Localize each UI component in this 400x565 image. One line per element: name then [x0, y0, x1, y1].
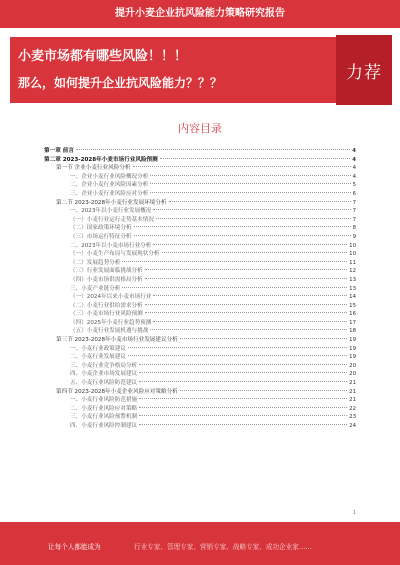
toc-entry[interactable]	[44, 379, 356, 388]
toc-entry-text: 三、小麦行业风险预警机制	[70, 414, 138, 421]
toc-entry-page: 7	[352, 199, 356, 206]
toc-entry[interactable]	[44, 319, 356, 328]
toc-entry-text: 第四节 2023-2028年小麦企业风险应对策略分析	[56, 388, 178, 395]
toc-entry[interactable]	[44, 293, 356, 302]
toc-entry[interactable]	[44, 199, 356, 208]
toc-leader-dots	[153, 295, 347, 296]
toc-entry[interactable]	[44, 216, 356, 225]
toc-entry-page: 12	[349, 268, 356, 275]
toc-entry-text: （二）小麦行业供给需求分析	[70, 302, 143, 309]
toc-leader-dots	[133, 166, 351, 167]
toc-entry-text: 二、2023年以小麦市场行业分析	[70, 242, 152, 249]
recommend-stamp	[336, 35, 392, 105]
toc-leader-dots	[145, 304, 347, 305]
toc-leader-dots	[134, 235, 351, 236]
toc-leader-dots	[150, 183, 350, 184]
toc-entry-page: 14	[349, 294, 356, 301]
toc-entry-text: （五）小麦行业发展机遇与挑战	[70, 328, 149, 335]
toc-entry-page: 16	[349, 311, 356, 318]
toc-entry-page: 4	[352, 148, 356, 154]
toc-leader-dots	[122, 287, 347, 288]
toc-entry[interactable]	[44, 242, 356, 251]
toc-entry-text: 第二章 2023-2028年小麦市场行业风险预测	[44, 156, 158, 163]
toc-entry-text: 二、小麦行业发展建议	[70, 354, 126, 361]
toc-leader-dots	[150, 329, 347, 330]
toc-leader-dots	[150, 175, 350, 176]
toc-leader-dots	[122, 261, 347, 262]
toc-entry-text: （三）小麦市场行业风险预测	[70, 311, 143, 318]
toc-leader-dots	[153, 209, 350, 210]
toc-entry-text: 第一节 企业小麦行业风险分析	[56, 165, 131, 172]
toc-entry[interactable]	[44, 327, 356, 336]
toc-entry-page: 20	[349, 371, 356, 378]
toc-leader-dots	[139, 415, 347, 416]
toc-entry-page: 7	[352, 216, 356, 223]
toc-entry-text: （一）小麦生产布局与发展现状分析	[70, 251, 160, 258]
toc-entry[interactable]	[44, 156, 356, 165]
footer-roles: 行业专家、管理专家、营销专家、战略专家、成功企业家……	[134, 543, 313, 551]
toc-entry[interactable]	[44, 413, 356, 422]
toc-entry-text: 五、小麦行业风险防范建议	[70, 380, 138, 387]
toc-entry-page: 7	[352, 208, 356, 215]
toc-entry[interactable]	[44, 370, 356, 379]
toc-entry-text: 三、小麦行业竞争格局分析	[70, 362, 138, 369]
toc-entry-page: 18	[349, 328, 356, 335]
toc-entry[interactable]	[44, 250, 356, 259]
toc-leader-dots	[150, 192, 350, 193]
toc-entry-page: 6	[352, 190, 356, 197]
toc-leader-dots	[180, 338, 347, 339]
toc-leader-dots	[139, 364, 347, 365]
toc-leader-dots	[128, 355, 347, 356]
toc-leader-dots	[180, 390, 347, 391]
toc-leader-dots	[76, 149, 350, 150]
toc-entry[interactable]	[44, 164, 356, 173]
toc-entry-text: 一、小麦行业政策建议	[70, 345, 126, 352]
toc-leader-dots	[139, 381, 347, 382]
toc-entry-page: 8	[352, 225, 356, 232]
report-title: 提升小麦企业抗风险能力策略研究报告	[115, 8, 285, 19]
toc-entry[interactable]	[44, 147, 356, 156]
toc-entry-text: （一）小麦行业运行走势基本情况	[70, 216, 154, 223]
hero-line-1: 小麦市场都有哪些风险！！！	[18, 49, 188, 64]
toc-leader-dots	[145, 278, 347, 279]
toc-entry-text: （二）国家政策环境分析	[70, 225, 132, 232]
toc-entry[interactable]	[44, 224, 356, 233]
table-of-contents	[44, 147, 356, 431]
toc-entry-page: 22	[349, 405, 356, 412]
toc-entry-page: 10	[349, 242, 356, 249]
toc-entry[interactable]	[44, 190, 356, 199]
toc-entry-page: 10	[349, 251, 356, 258]
toc-entry-text: （二）发展趋势分析	[70, 259, 121, 266]
toc-entry[interactable]	[44, 181, 356, 190]
toc-entry-page: 17	[349, 319, 356, 326]
toc-entry[interactable]	[44, 259, 356, 268]
toc-entry[interactable]	[44, 422, 356, 431]
toc-entry-text: 一、小麦行业风险防范措施	[70, 397, 138, 404]
toc-entry-text: 第三节 2023-2028年小麦市场行业发展建议分析	[56, 337, 178, 344]
page-number: 1	[352, 510, 356, 516]
toc-leader-dots	[153, 321, 347, 322]
toc-entry-page: 24	[349, 423, 356, 429]
toc-leader-dots	[145, 312, 347, 313]
toc-entry[interactable]	[44, 396, 356, 405]
toc-title: 内容目录	[178, 122, 222, 135]
toc-leader-dots	[139, 398, 347, 399]
toc-entry-page: 13	[349, 285, 356, 292]
toc-leader-dots	[145, 269, 347, 270]
toc-entry[interactable]	[44, 405, 356, 414]
toc-entry-page: 21	[349, 380, 356, 387]
toc-entry[interactable]	[44, 276, 356, 285]
toc-entry-page: 4	[352, 156, 356, 163]
toc-entry[interactable]	[44, 285, 356, 294]
hero-line-2: 那么，如何提升企业抗风险能力？？？	[18, 76, 223, 90]
toc-leader-dots	[139, 372, 347, 373]
toc-entry-text: 二、企业小麦行业风险因素分析	[70, 182, 149, 189]
toc-leader-dots	[169, 201, 351, 202]
toc-entry-text: 四、小麦行业风险控制建议	[70, 423, 138, 429]
toc-entry-text: 第二节 2023-2028年小麦行业发展环境分析	[56, 199, 167, 206]
toc-entry[interactable]	[44, 362, 356, 371]
footer-slogan: 让每个人都能成为	[48, 543, 101, 551]
toc-entry[interactable]	[44, 233, 356, 242]
toc-entry-text: 三、小麦产业链分析	[70, 285, 121, 292]
toc-entry[interactable]	[44, 336, 356, 345]
toc-entry-text: 第一章 前言	[44, 148, 74, 154]
toc-entry-text: （一）2024年以来小麦市场行业	[70, 294, 152, 301]
toc-entry[interactable]	[44, 267, 356, 276]
stamp-text: 力荐	[346, 62, 382, 83]
toc-entry[interactable]	[44, 207, 356, 216]
toc-entry-text: 四、小麦企业市场发展建议	[70, 371, 138, 378]
toc-entry-page: 20	[349, 362, 356, 369]
toc-entry-page: 15	[349, 302, 356, 309]
toc-entry-text: 一、2023年以小麦行业发展概况	[70, 208, 152, 215]
toc-leader-dots	[153, 244, 347, 245]
toc-entry-page: 11	[349, 259, 356, 266]
toc-entry-page: 19	[349, 345, 356, 352]
toc-leader-dots	[128, 347, 347, 348]
toc-leader-dots	[162, 252, 348, 253]
toc-leader-dots	[139, 407, 347, 408]
hero-banner	[10, 37, 390, 103]
toc-entry-text: 一、企业小麦行业风险概况分析	[70, 173, 149, 180]
toc-entry-page: 21	[349, 397, 356, 404]
toc-entry-page: 19	[349, 354, 356, 361]
toc-entry-page: 19	[349, 337, 356, 344]
toc-entry-text: 二、小麦行业风险应对策略	[70, 405, 138, 412]
toc-entry[interactable]	[44, 353, 356, 362]
footer-bar	[0, 522, 400, 565]
toc-entry-page: 5	[352, 182, 356, 189]
toc-entry-page: 13	[349, 276, 356, 283]
toc-entry-text: （三）行业发展面临挑战分析	[70, 268, 143, 275]
toc-entry[interactable]	[44, 345, 356, 354]
toc-entry[interactable]	[44, 310, 356, 319]
toc-entry[interactable]	[44, 173, 356, 182]
toc-leader-dots	[134, 226, 351, 227]
toc-entry-text: 三、企业小麦行业风险应对分析	[70, 190, 149, 197]
toc-leader-dots	[156, 218, 351, 219]
toc-entry-page: 4	[352, 165, 356, 172]
toc-entry-page: 4	[352, 173, 356, 180]
toc-entry-page: 21	[349, 388, 356, 395]
toc-leader-dots	[139, 424, 347, 425]
toc-entry[interactable]	[44, 302, 356, 311]
toc-entry-text: （四）小麦市场供需格局分析	[70, 276, 143, 283]
toc-entry-text: （四）2025年小麦行业趋势预测	[70, 319, 152, 326]
toc-entry-text: （三）市场运行特征分析	[70, 233, 132, 240]
report-header-bar	[0, 0, 400, 28]
toc-entry-page: 9	[352, 233, 356, 240]
toc-entry-page: 23	[349, 414, 356, 421]
toc-leader-dots	[160, 158, 351, 159]
toc-entry[interactable]	[44, 388, 356, 397]
